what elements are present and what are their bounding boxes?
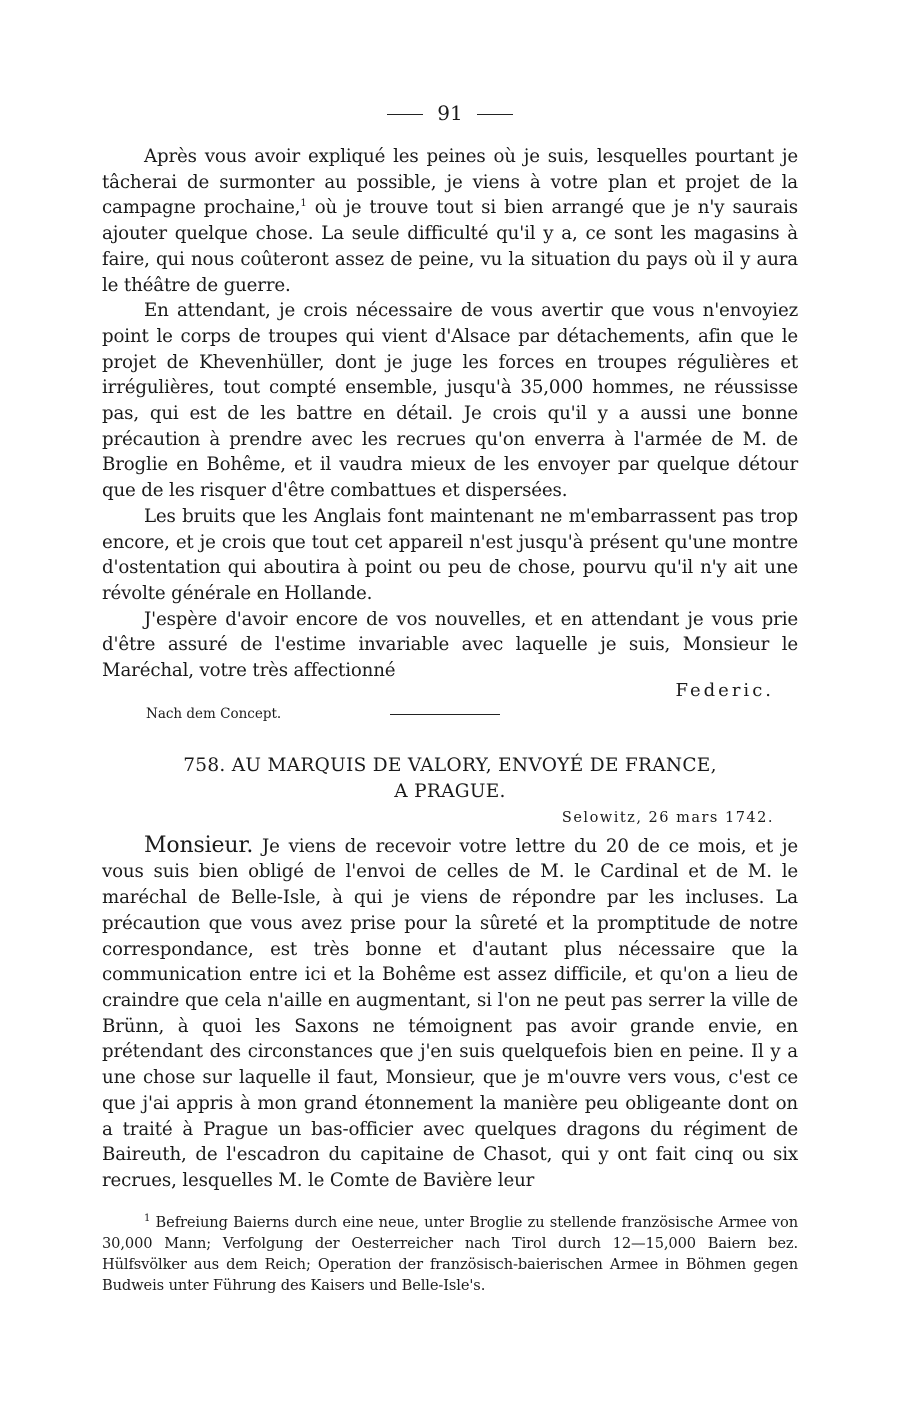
page-number-text: 91 <box>437 101 463 125</box>
footnote-1-text: Befreiung Baierns durch eine neue, unter Broglie zu stellende französische Armee von 30,000 Mann; Verfolgung der Oesterreicher nach Tirol durch 12—15,000 Baiern bez. Hülfsvölker aus dem Reich; Operation der französisch-baierischen Armee in Böhmen gegen Budweis unter Führung des Kaisers und Belle-Isle's. <box>102 1213 798 1294</box>
letter-757-body <box>102 144 798 722</box>
paragraph-2: En attendant, je crois nécessaire de vous avertir que vous n'envoyiez point le corps de troupes qui vient d'Alsace par détachements, afin que le projet de Khevenhüller, dont je juge les forces en troupes régulières et irrégulières, tout compté ensemble, jusqu'à 35,000 hommes, ne réussisse pas, qui est de les battre en détail. Je crois qu'il y a aussi une bonne précaution à prendre avec les recrues qu'on enverra à l'armée de M. de Broglie en Bohême, et il vaudra mieux de les envoyer par quelque détour que de les risquer d'être combattues et dispersées. <box>102 300 798 502</box>
letter-758-heading <box>102 753 798 805</box>
date: 26 mars 1742. <box>648 809 774 826</box>
letter-758-text: Je viens de recevoir votre lettre du 20 de ce mois, et je vous suis bien obligé de l'envoi de celles de M. le Cardinal et de M. le maréchal de Belle-Isle, à qui je viens de répondre par les incluses. La précaution que vous avez prise pour la sûreté et la promptitude de notre correspondance, est très bonne et d'autant plus nécessaire que la communication entre ici et la Bohême est assez difficile, et qu'on a lieu de craindre que cela n'aille en augmentant, si l'on ne peut pas serrer la ville de Brünn, à quoi les Saxons ne témoignent pas avoir grande envie, en prétendant des circonstances que j'en suis quelquefois bien en peine. Il y a une chose sur laquelle il faut, Monsieur, que je m'ouvre vers vous, c'est ce que j'ai appris à mon grand étonnement la manière peu obligeante dont on a traité à Prague un bas-officier avec quelques dragons du régiment de Baireuth, de l'escadron du capitaine de Chasot, qui y ont fait cinq ou six recrues, lesquelles M. le Comte de Bavière leur <box>102 835 798 1191</box>
footnote-marker: 1 <box>144 1212 151 1224</box>
paragraph-1 <box>102 144 798 298</box>
heading-line-2: A PRAGUE. <box>394 780 506 802</box>
page-number-right-dash <box>477 114 513 115</box>
place-date <box>102 807 798 829</box>
footnote-ref-1: 1 <box>300 198 307 210</box>
signature: Federic. <box>675 679 774 701</box>
source-note: Nach dem Concept. <box>146 705 282 722</box>
page-number-left-dash <box>387 114 423 115</box>
salutation: Monsieur. <box>144 832 254 858</box>
paragraph-1-text-a: Après vous avoir expliqué les peines où je suis, lesquelles pourtant je tâcherai de surmonter au possible, je viens à votre plan et projet de la campagne prochaine, <box>102 146 798 219</box>
section-separator <box>390 714 500 715</box>
footnotes <box>102 1212 798 1296</box>
place: Selowitz, <box>561 809 643 826</box>
footnote-1 <box>102 1212 798 1296</box>
paragraph-3: Les bruits que les Anglais font maintenant ne m'embarrassent pas trop encore, et je crois que tout cet appareil n'est jusqu'à présent qu'une montre d'ostentation qui aboutira à point ou peu de chose, pourvu qu'il n'y ait une révolte générale en Hollande. <box>102 505 798 604</box>
paragraph-4: J'espère d'avoir encore de vos nouvelles, et en attendant je vous prie d'être assuré de l'estime invariable avec laquelle je suis, Monsieur le Maréchal, votre très affectionné <box>102 608 798 682</box>
page-number <box>102 100 798 126</box>
letter-758-body <box>102 833 798 1194</box>
book-page <box>102 100 798 1296</box>
heading-line-1: 758. AU MARQUIS DE VALORY, ENVOYÉ DE FRANCE, <box>183 754 717 776</box>
paragraph-1-text-b: où je trouve tout si bien arrangé que je n'y saurais ajouter quelque chose. La seule difficulté qu'il y a, ce sont les magasins à faire, qui nous coûteront assez de peine, vu la situation du pays où il y aura le théâtre de guerre. <box>102 197 798 296</box>
